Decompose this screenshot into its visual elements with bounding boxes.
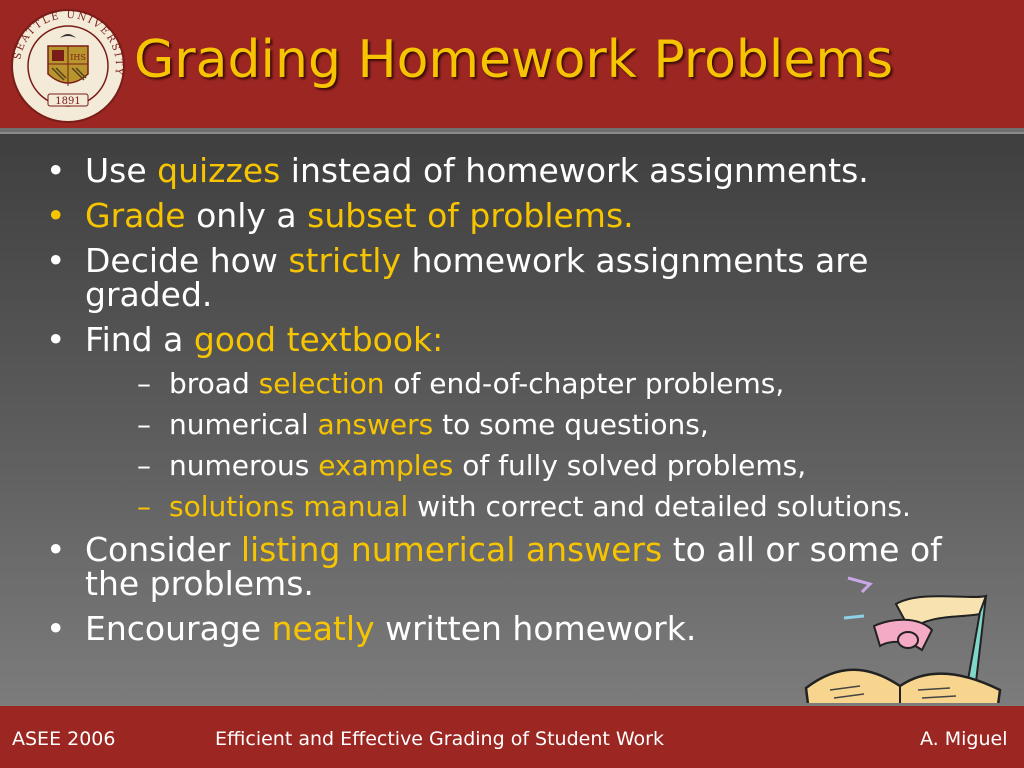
slide-title: Grading Homework Problems <box>134 30 894 90</box>
seal-arc-text: SEATTLE UNIVERSITY <box>12 9 125 78</box>
highlighted-text: selection <box>258 367 385 400</box>
text-run: numerous <box>169 449 319 482</box>
bullet-marker: • <box>46 530 66 569</box>
highlighted-text: Grade <box>85 196 186 235</box>
text-run: of fully solved problems, <box>453 449 807 482</box>
bullet-marker: • <box>46 609 66 648</box>
university-seal-logo <box>10 8 126 124</box>
sub-bullet-list <box>85 369 976 522</box>
sub-bullet-item <box>39 492 976 522</box>
text-run: Consider <box>85 530 241 569</box>
sub-bullet-marker: – <box>137 408 151 441</box>
sub-bullet-marker: – <box>137 367 151 400</box>
footer-right-text: A. Miguel <box>920 728 1008 750</box>
text-run: written homework. <box>374 609 697 648</box>
text-run: with correct and detailed solutions. <box>408 490 911 523</box>
bullet-marker: • <box>46 320 66 359</box>
seal-year: 1891 <box>55 96 81 107</box>
text-run: homework assignments are graded. <box>85 241 869 314</box>
sub-bullet-marker: – <box>137 449 151 482</box>
text-run: Encourage <box>85 609 272 648</box>
highlighted-text: listing numerical answers <box>240 530 663 569</box>
highlighted-text: examples <box>318 449 454 482</box>
footer-center-text: Efficient and Effective Grading of Student Work <box>215 728 664 750</box>
bullet-item <box>46 241 976 314</box>
text-run: only a <box>185 196 308 235</box>
text-run: to all or some of the problems. <box>85 530 942 603</box>
bullet-marker: • <box>46 196 66 235</box>
highlighted-text: answers <box>317 408 434 441</box>
bullet-marker: • <box>46 241 66 280</box>
text-run: Find a <box>85 320 194 359</box>
bullet-item <box>46 196 976 235</box>
sub-bullet-marker: – <box>137 490 151 523</box>
bullet-item <box>46 151 976 190</box>
sub-bullet-item <box>39 451 976 481</box>
text-run: broad <box>169 367 259 400</box>
highlighted-text: neatly <box>271 609 375 648</box>
text-run: Decide how <box>85 241 289 280</box>
highlighted-text: strictly <box>288 241 402 280</box>
text-run: instead of homework assignments. <box>280 151 869 190</box>
text-run: Use <box>85 151 158 190</box>
highlighted-text: subset of problems. <box>307 196 634 235</box>
highlighted-text: good textbook: <box>193 320 444 359</box>
sub-bullet-item <box>39 410 976 440</box>
sub-bullet-item <box>39 369 976 399</box>
text-run: numerical <box>169 408 318 441</box>
highlighted-text: quizzes <box>157 151 281 190</box>
text-run: of end-of-chapter problems, <box>384 367 785 400</box>
footer-left-text: ASEE 2006 <box>12 728 116 750</box>
text-run: to some questions, <box>433 408 709 441</box>
seal-monogram: IHS <box>70 53 86 62</box>
bullet-item <box>46 320 976 523</box>
bullet-marker: • <box>46 151 66 190</box>
highlighted-text: solutions manual <box>169 490 409 523</box>
